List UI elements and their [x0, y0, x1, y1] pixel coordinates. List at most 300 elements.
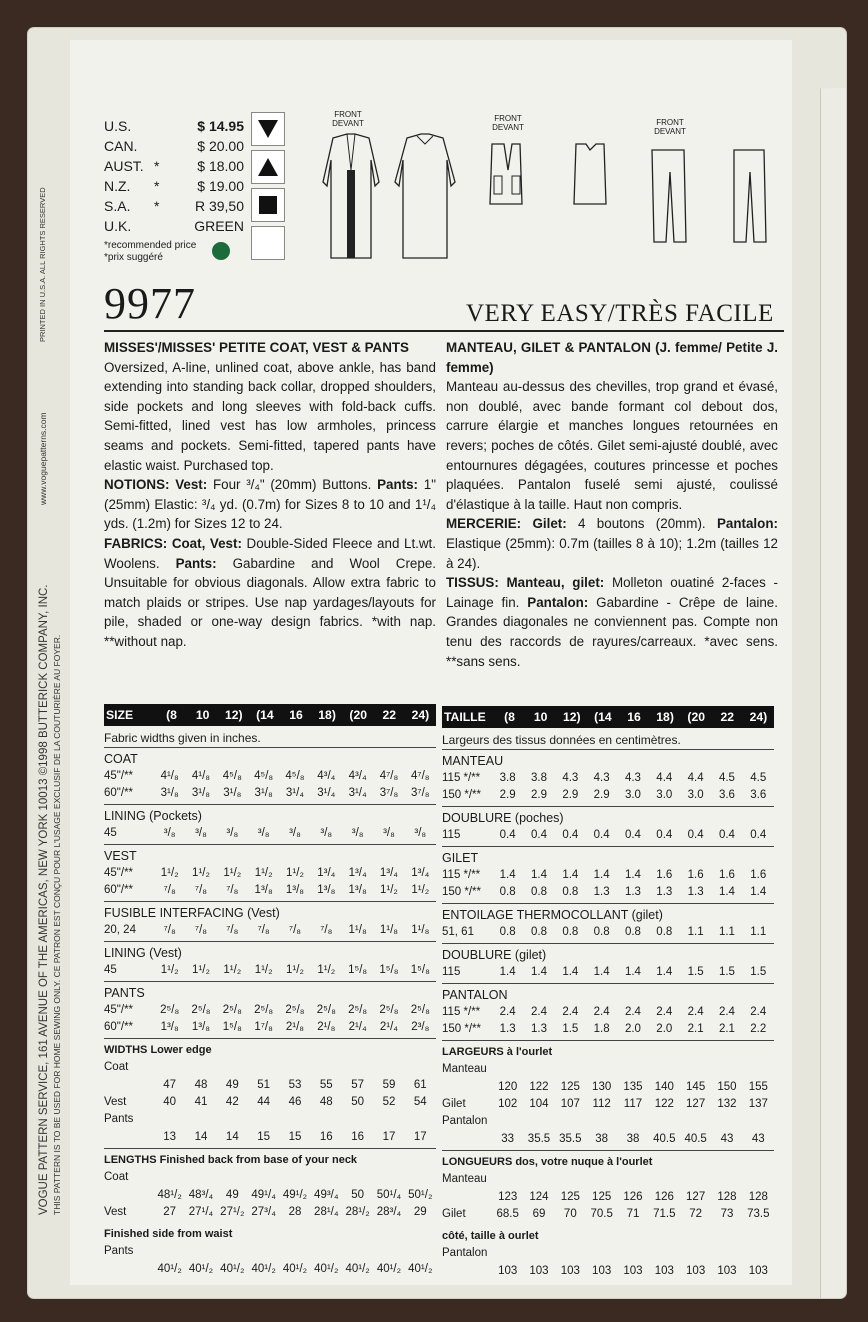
- yardage-cell: 1⁵/₈: [410, 964, 430, 976]
- yardage-cell: 2.4: [562, 1006, 579, 1018]
- measurement-label: [104, 1187, 154, 1204]
- measurement-value: 128: [717, 1191, 737, 1203]
- yardage-cell: 0.8: [530, 926, 547, 938]
- yardage-cell: 1.3: [499, 1023, 516, 1035]
- measurement-value: 102: [498, 1098, 518, 1110]
- yardage-row: [442, 924, 774, 941]
- yardage-cell: 4⁵/₈: [222, 770, 242, 782]
- square-icon: [251, 188, 285, 222]
- measurement-section: [104, 1223, 436, 1280]
- measurement-value: 130: [592, 1081, 612, 1093]
- yardage-cell: 3.6: [718, 789, 735, 801]
- measurement-section: [442, 1041, 774, 1151]
- yardage-cell: ³/₈: [320, 827, 333, 839]
- yardage-cell: 1¹/₂: [254, 867, 273, 879]
- yardage-cell: 4⁷/₈: [379, 770, 399, 782]
- yardage-cell: 1.5: [687, 966, 704, 978]
- yardage-cell: 0.8: [593, 926, 610, 938]
- size-header-cell: 24): [411, 708, 430, 722]
- yardage-cell: 0.4: [593, 829, 610, 841]
- measurement-value: 72: [689, 1208, 703, 1220]
- side-text-rights: PRINTED IN U.S.A. ALL RIGHTS RESERVED: [38, 187, 47, 342]
- yardage-cell: 3¹/₈: [254, 787, 273, 799]
- measurement-value: 103: [529, 1265, 549, 1277]
- yardage-cell: 1.5: [750, 966, 767, 978]
- measurement-value: 49¹/₄: [251, 1189, 276, 1201]
- size-header-cell: TAILLE: [444, 710, 486, 724]
- yardage-cell: 1³/₄: [411, 867, 430, 879]
- measurement-value: 112: [592, 1098, 611, 1110]
- yardage-cell: ³/₈: [414, 827, 427, 839]
- envelope-symbols: [251, 112, 285, 264]
- section-title: DOUBLURE (gilet): [442, 948, 547, 962]
- yardage-cell: 4.5: [718, 772, 735, 784]
- yardage-row: [442, 1004, 774, 1021]
- yardage-cell: 1.4: [499, 966, 516, 978]
- yardage-cell: 1³/₈: [160, 1021, 179, 1033]
- yardage-cell: ⁷/₈: [163, 884, 176, 896]
- header-rule: [104, 330, 784, 332]
- price-country: U.S.: [104, 118, 132, 134]
- measurement-row: [104, 1187, 436, 1204]
- yardage-row: [104, 962, 436, 979]
- yardage-cell: 4.4: [656, 772, 673, 784]
- size-header-cell: 16: [627, 710, 641, 724]
- measurement-value: 103: [498, 1265, 518, 1277]
- yardage-cell: 1.4: [530, 869, 547, 881]
- measurement-value: 27¹/₄: [188, 1206, 214, 1218]
- yardage-row: [104, 1019, 436, 1036]
- measurement-value: 17: [382, 1131, 396, 1143]
- yardage-cell: 1.4: [750, 886, 767, 898]
- measurement-value: 40.5: [653, 1133, 676, 1145]
- coat-line-drawing: [305, 130, 465, 265]
- measurement-row: [442, 1245, 774, 1263]
- yardage-cell: 2.4: [750, 1006, 767, 1018]
- yardage-cell: 4.3: [593, 772, 610, 784]
- measurement-row: [442, 1263, 774, 1280]
- size-header-cell: (8: [166, 708, 177, 722]
- measurement-label: [104, 1129, 154, 1146]
- yardage-cell: 2.4: [687, 1006, 704, 1018]
- measurement-value: 17: [413, 1131, 427, 1143]
- yardage-cell: 3¹/₈: [191, 787, 211, 799]
- measurement-value: 55: [319, 1079, 333, 1091]
- price-star: *: [154, 158, 160, 174]
- yardage-cell: 45"/**: [104, 770, 134, 782]
- yardage-section: [442, 904, 774, 944]
- price-star: [154, 116, 168, 136]
- yardage-cell: 2.4: [593, 1006, 610, 1018]
- french-description: MANTEAU, GILET & PANTALON (J. femme/ Petite J. femme) Manteau au-dessus des chevilles, trop grand et évasé, non doublé, avec bande formant col debout dos, carrure élargie et manches longues retournées en revers; poches de côtés. Gilet semi-ajusté doublé, avec entournures dégagées, coutures princesse et poches plaquées. Pantalon fuselé semi ajusté, coulissé d'élastique à la taille. Haut non compris. MERCERIE: Gilet: 4 boutons (20mm). Pantalon: Elastique (25mm): 0.7m (tailles 8 à 10); 1.2m (tailles 12 à 24). TISSUS: Manteau, gilet: Molleton ouatiné 2-faces - Lainage fin. Pantalon: Gabardine - Crêpe de laine. Grandes diagonales ne conviennent pas. Compte non tenu des raccords de rayures/carreaux. *avec sens. **sans sens.: [446, 340, 778, 669]
- yardage-cell: 3.8: [499, 772, 516, 784]
- yardage-cell: 150 */**: [442, 1023, 482, 1035]
- green-price-dot: [212, 242, 230, 260]
- yardage-cell: 1.1: [718, 926, 735, 938]
- yardage-cell: 0.4: [624, 829, 641, 841]
- yardage-cell: 0.8: [499, 886, 516, 898]
- french-description-text: Manteau au-dessus des chevilles, trop grand et évasé, non doublé, avec bande formant col debout dos, carrure élargie et manches longues retournées en revers; poches de côtés. Gilet semi-ajusté doublé, avec entournures dégagées, coutures princesse et poches plaquées. Pantalon fuselé semi ajusté, coulissé d'élastique à la taille. Haut non compris.: [446, 379, 778, 512]
- english-description-text: Oversized, A-line, unlined coat, above ankle, has band extending into standing back collar, dropped shoulders, side pockets and long sleeves with fold-back cuffs. Semi-fitted, lined vest has low armholes, princess seams and pockets. Semi-fitted, tapered pants have elastic waist. Purchased top.: [104, 359, 436, 473]
- measurement-value: 126: [654, 1191, 674, 1203]
- measurement-label: [442, 1131, 492, 1148]
- measurement-title: WIDTHS Lower edge: [104, 1044, 212, 1056]
- measurement-label: Vest: [104, 1206, 127, 1218]
- measurement-label: Pantalon: [442, 1247, 488, 1259]
- measurement-value: 53: [288, 1079, 302, 1091]
- yardage-cell: 1¹/₂: [192, 964, 210, 976]
- measurement-value: 125: [592, 1191, 612, 1203]
- yardage-cell: 2.1: [718, 1023, 735, 1035]
- yardage-cell: 115: [442, 829, 461, 841]
- yardage-cell: ⁷/₈: [194, 884, 208, 896]
- yardage-cell: 2¹/₈: [285, 1021, 305, 1033]
- measurement-label: [442, 1189, 492, 1206]
- yardage-cell: 1¹/₂: [254, 964, 273, 976]
- measurement-value: 35.5: [559, 1133, 582, 1145]
- price-list: [104, 116, 244, 236]
- yardage-cell: 1⁵/₈: [348, 964, 368, 976]
- measurement-title: LARGEURS à l'ourlet: [442, 1046, 553, 1058]
- yardage-cell: 115 */**: [442, 772, 481, 784]
- measurement-value: 124: [529, 1191, 549, 1203]
- section-title: ENTOILAGE THERMOCOLLANT (gilet): [442, 908, 663, 922]
- yardage-cell: 45"/**: [104, 1004, 134, 1016]
- measurement-value: 40¹/₂: [408, 1263, 433, 1275]
- french-yardage-table: [442, 706, 774, 1282]
- yardage-cell: ³/₈: [289, 827, 301, 839]
- yardage-cell: 2.4: [499, 1006, 516, 1018]
- yardage-cell: 3¹/₈: [160, 787, 179, 799]
- size-header-cell: 18): [656, 710, 674, 724]
- measurement-value: 59: [382, 1079, 396, 1091]
- size-header-cell: SIZE: [106, 708, 134, 722]
- down-triangle-icon: [251, 112, 285, 146]
- yardage-cell: 1³/₄: [379, 867, 399, 879]
- yardage-cell: 1.4: [593, 966, 610, 978]
- yardage-cell: 0.8: [499, 926, 516, 938]
- yardage-cell: 3⁷/₈: [379, 787, 399, 799]
- measurement-value: 103: [623, 1265, 643, 1277]
- measurement-value: 104: [529, 1098, 549, 1110]
- price-row: [104, 156, 244, 176]
- measurement-value: 61: [413, 1079, 427, 1091]
- yardage-row: [442, 867, 774, 884]
- yardage-cell: 1.5: [562, 1023, 579, 1035]
- yardage-row: [104, 882, 436, 899]
- measurement-row: [104, 1094, 436, 1111]
- price-country: AUST.: [104, 158, 144, 174]
- yardage-cell: 1.3: [656, 886, 673, 898]
- price-country: N.Z.: [104, 178, 131, 194]
- section-title: PANTALON: [442, 988, 508, 1002]
- yardage-cell: 2¹/₄: [379, 1021, 399, 1033]
- yardage-cell: 4.4: [687, 772, 704, 784]
- measurement-value: 71: [626, 1208, 640, 1220]
- yardage-cell: 1.3: [624, 886, 641, 898]
- measurement-value: 41: [194, 1096, 208, 1108]
- yardage-cell: 1⁵/₈: [222, 1021, 242, 1033]
- measurement-label: Coat: [104, 1171, 129, 1183]
- size-header-cell: 16: [289, 708, 303, 722]
- measurement-value: 40¹/₂: [282, 1263, 308, 1275]
- yardage-row: [442, 884, 774, 901]
- english-description: MISSES'/MISSES' PETITE COAT, VEST & PANTS Oversized, A-line, unlined coat, above ankle, has band extending into standing back collar, dropped shoulders, side pockets and long sleeves with fold-back cuffs. Semi-fitted, lined vest has low armholes, princess seams and pockets. Semi-fitted, tapered pants have elastic waist. Purchased top. NOTIONS: Vest: Four ³/₄" (20mm) Buttons. Pants: 1" (25mm) Elastic: ³/₄ yd. (0.7m) for Sizes 8 to 10 and 1¹/₄ yds. (1.2m) for Sizes 12 to 24. FABRICS: Coat, Vest: Double-Sided Fleece and Lt.wt. Woolens. Pants: Gabardine and Wool Crepe. Unsuitable for obvious diagonals. Allow extra fabric to match plaids or stripes. Use nap yardages/layouts for pile, shaded or one-way design fabrics. *with nap. **without nap.: [104, 340, 436, 649]
- measurement-value: 47: [163, 1079, 177, 1091]
- yardage-cell: ⁷/₈: [163, 924, 176, 936]
- yardage-cell: 1.4: [530, 966, 547, 978]
- yardage-cell: 2⁵/₈: [379, 1004, 399, 1016]
- yardage-cell: 1.3: [593, 886, 610, 898]
- french-title: MANTEAU, GILET & PANTALON (J. femme/ Petite J. femme): [446, 340, 778, 375]
- measurement-row: [442, 1061, 774, 1079]
- measurement-value: 15: [288, 1131, 302, 1143]
- yardage-cell: 1.3: [687, 886, 704, 898]
- yardage-row: [104, 768, 436, 785]
- size-header: [104, 704, 436, 726]
- measurement-value: 50: [351, 1189, 365, 1201]
- price-row: [104, 116, 244, 136]
- price-country: CAN.: [104, 138, 138, 154]
- yardage-cell: 0.4: [687, 829, 704, 841]
- measurement-value: 127: [686, 1191, 706, 1203]
- price-value: $ 19.00: [197, 178, 244, 194]
- yardage-row: [442, 827, 774, 844]
- fabric-width-note: Fabric widths given in inches.: [104, 726, 436, 748]
- yardage-cell: 1³/₈: [348, 884, 367, 896]
- measurement-value: 13: [163, 1131, 177, 1143]
- yardage-cell: 2⁵/₈: [410, 1004, 430, 1016]
- price-country: U.K.: [104, 218, 132, 234]
- measurement-row: [442, 1131, 774, 1148]
- yardage-cell: 2.4: [718, 1006, 735, 1018]
- measurement-label: [442, 1079, 492, 1096]
- envelope-flap: [820, 88, 846, 1298]
- yardage-cell: 45: [104, 827, 117, 839]
- measurement-row: [442, 1096, 774, 1113]
- yardage-cell: 150 */**: [442, 886, 482, 898]
- measurement-row: [442, 1079, 774, 1096]
- measurement-value: 27¹/₂: [220, 1206, 245, 1218]
- yardage-section: [104, 942, 436, 982]
- yardage-cell: 60"/**: [104, 1021, 134, 1033]
- yardage-cell: 60"/**: [104, 787, 134, 799]
- yardage-cell: 2⁵/₈: [160, 1004, 180, 1016]
- side-legal-text: [0, 0, 70, 1270]
- section-title: FUSIBLE INTERFACING (Vest): [104, 906, 280, 920]
- measurement-label: Manteau: [442, 1173, 487, 1185]
- measurement-value: 16: [351, 1131, 365, 1143]
- measurement-row: [442, 1206, 774, 1223]
- yardage-cell: 3⁷/₈: [411, 787, 430, 799]
- measurement-value: 40¹/₂: [251, 1263, 276, 1275]
- yardage-cell: 3.6: [750, 789, 767, 801]
- price-row: [104, 176, 244, 196]
- yardage-cell: 1.5: [718, 966, 735, 978]
- yardage-cell: 0.4: [750, 829, 767, 841]
- measurement-value: 49³/₄: [314, 1189, 339, 1201]
- yardage-cell: 2⁵/₈: [348, 1004, 368, 1016]
- yardage-cell: ³/₈: [257, 827, 270, 839]
- yardage-cell: 1¹/₂: [223, 867, 242, 879]
- measurement-value: 68.5: [496, 1208, 519, 1220]
- yardage-cell: 3¹/₄: [285, 787, 305, 799]
- yardage-cell: 1.4: [499, 869, 516, 881]
- measurement-value: 38: [595, 1133, 609, 1145]
- yardage-cell: 2⁵/₈: [254, 1004, 274, 1016]
- measurement-value: 123: [498, 1191, 518, 1203]
- measurement-value: 107: [560, 1098, 580, 1110]
- yardage-cell: 2.0: [624, 1023, 641, 1035]
- yardage-cell: 1³/₈: [254, 884, 273, 896]
- yardage-row: [104, 865, 436, 882]
- measurement-value: 122: [529, 1081, 549, 1093]
- yardage-section: [442, 984, 774, 1041]
- measurement-row: [104, 1243, 436, 1261]
- yardage-cell: 2.4: [656, 1006, 673, 1018]
- yardage-cell: ⁷/₈: [257, 924, 270, 936]
- yardage-cell: 4¹/₈: [191, 770, 211, 782]
- measurement-value: 103: [748, 1265, 768, 1277]
- measurement-value: 137: [748, 1098, 768, 1110]
- yardage-cell: 1.6: [718, 869, 735, 881]
- measurement-value: 132: [717, 1098, 737, 1110]
- pattern-number: 9977: [104, 279, 196, 328]
- measurement-value: 117: [623, 1098, 643, 1110]
- price-star: *: [154, 198, 160, 214]
- measurement-value: 150: [717, 1081, 737, 1093]
- yardage-cell: 4⁵/₈: [254, 770, 274, 782]
- yardage-section: [104, 982, 436, 1039]
- measurement-row: [104, 1204, 436, 1221]
- measurement-value: 48³/₄: [188, 1189, 214, 1201]
- section-title: VEST: [104, 849, 137, 863]
- yardage-row: [442, 787, 774, 804]
- measurement-value: 125: [560, 1191, 580, 1203]
- measurement-value: 128: [748, 1191, 768, 1203]
- measurement-row: [104, 1129, 436, 1146]
- yardage-cell: 1.4: [562, 869, 579, 881]
- measurement-value: 70.5: [590, 1208, 613, 1220]
- measurement-label: Vest: [104, 1096, 127, 1108]
- yardage-cell: 1.4: [593, 869, 610, 881]
- yardage-row: [442, 770, 774, 787]
- price-value: $ 14.95: [197, 118, 244, 134]
- measurement-value: 28¹/₄: [314, 1206, 339, 1218]
- pants-line-drawing: [644, 146, 774, 251]
- yardage-cell: 1.1: [687, 926, 704, 938]
- yardage-cell: 2.9: [499, 789, 516, 801]
- size-header: [442, 706, 774, 728]
- measurement-value: 40¹/₂: [376, 1263, 402, 1275]
- measurement-value: 70: [563, 1208, 577, 1220]
- yardage-cell: 1.3: [530, 1023, 547, 1035]
- measurement-value: 122: [654, 1098, 674, 1110]
- size-header-cell: 22: [382, 708, 397, 722]
- yardage-cell: ⁷/₈: [226, 924, 239, 936]
- yardage-cell: ³/₈: [383, 827, 395, 839]
- yardage-cell: ³/₈: [163, 827, 176, 839]
- yardage-cell: 1.1: [750, 926, 767, 938]
- yardage-cell: 1¹/₂: [160, 867, 179, 879]
- measurement-value: 40: [163, 1096, 177, 1108]
- yardage-cell: ³/₈: [226, 827, 239, 839]
- measurement-section: [104, 1149, 436, 1223]
- price-row: [104, 136, 244, 156]
- measurement-value: 48: [319, 1096, 333, 1108]
- measurement-row: [442, 1189, 774, 1206]
- measurement-value: 14: [194, 1131, 208, 1143]
- yardage-cell: 0.4: [718, 829, 735, 841]
- measurement-value: 43: [751, 1133, 765, 1145]
- measurement-value: 126: [623, 1191, 643, 1203]
- measurement-value: 48¹/₂: [157, 1189, 182, 1201]
- yardage-cell: 2⁵/₈: [191, 1004, 211, 1016]
- measurement-value: 49: [225, 1189, 239, 1201]
- yardage-cell: 1.4: [562, 966, 579, 978]
- measurement-value: 50¹/₄: [376, 1189, 402, 1201]
- measurement-value: 43: [720, 1133, 734, 1145]
- measurement-value: 50¹/₂: [408, 1189, 433, 1201]
- measurement-value: 145: [686, 1081, 706, 1093]
- measurement-value: 44: [257, 1096, 271, 1108]
- yardage-cell: 2.1: [687, 1023, 704, 1035]
- yardage-cell: 1¹/₈: [379, 924, 399, 936]
- yardage-cell: 2.2: [750, 1023, 767, 1035]
- measurement-label: [104, 1261, 154, 1278]
- measurement-value: 27³/₄: [251, 1206, 276, 1218]
- measurement-value: 40.5: [684, 1133, 707, 1145]
- yardage-section: [104, 748, 436, 805]
- yardage-row: [104, 825, 436, 842]
- yardage-cell: 1³/₈: [285, 884, 305, 896]
- yardage-cell: 0.8: [624, 926, 641, 938]
- measurement-row: [104, 1111, 436, 1129]
- measurement-value: 127: [686, 1098, 706, 1110]
- size-header-cell: (14: [594, 710, 612, 724]
- section-title: LINING (Pockets): [104, 809, 202, 823]
- measurement-value: 48: [194, 1079, 208, 1091]
- yardage-cell: 1¹/₂: [411, 884, 430, 896]
- measurement-row: [104, 1077, 436, 1094]
- measurement-label: Coat: [104, 1061, 129, 1073]
- price-value: $ 20.00: [197, 138, 244, 154]
- yardage-cell: 1.6: [687, 869, 704, 881]
- yardage-cell: 1¹/₂: [223, 964, 242, 976]
- yardage-cell: ³/₈: [351, 827, 364, 839]
- yardage-row: [104, 785, 436, 802]
- measurement-value: 38: [626, 1133, 640, 1145]
- measurement-value: 27: [163, 1206, 177, 1218]
- price-star: *: [154, 178, 160, 194]
- measurement-value: 103: [592, 1265, 612, 1277]
- section-title: PANTS: [104, 986, 145, 1000]
- yardage-cell: 0.4: [562, 829, 579, 841]
- measurement-value: 73: [720, 1208, 734, 1220]
- yardage-cell: 0.8: [530, 886, 547, 898]
- yardage-cell: 1.6: [656, 869, 673, 881]
- measurement-value: 125: [560, 1081, 580, 1093]
- rec-price-en: *recommended price: [104, 240, 197, 251]
- measurement-value: 33: [501, 1133, 515, 1145]
- size-header-cell: (20: [349, 708, 368, 722]
- yardage-cell: 1.6: [750, 869, 767, 881]
- yardage-cell: 4.3: [624, 772, 641, 784]
- yardage-cell: 1³/₄: [317, 867, 336, 879]
- yardage-cell: 0.4: [530, 829, 547, 841]
- measurement-value: 28: [288, 1206, 302, 1218]
- yardage-cell: 115 */**: [442, 869, 481, 881]
